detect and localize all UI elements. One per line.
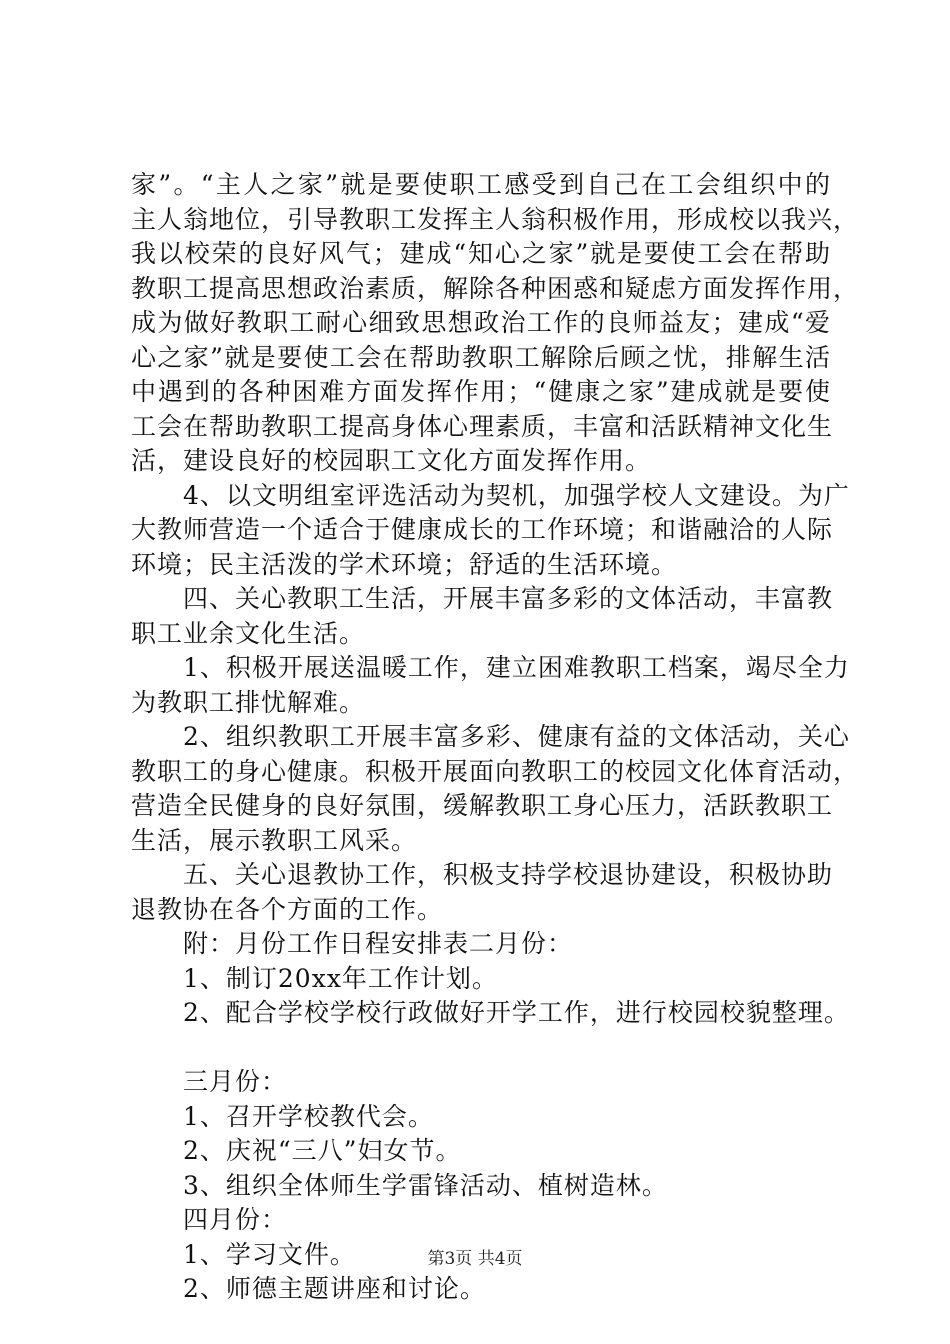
text-line: 三月份： [131,1067,288,1096]
text-line: 教职工的身心健康。积极开展面向教职工的校园文化体育活动， [131,756,860,786]
text-line: 成为做好教职工耐心细致思想政治工作的良师益友；建成“爱 [131,308,831,337]
text-line: 3、组织全体师生学雷锋活动、植树造林。 [131,1170,668,1200]
text-line: 大教师营造一个适合于健康成长的工作环境；和谐融洽的人际 [131,515,834,544]
text-line: 2、师德主题讲座和讨论。 [131,1274,486,1303]
text-line: 为教职工排忧解难。 [131,687,366,717]
text-line: 1、学习文件。 [131,1239,356,1269]
text-line: 1、召开学校教代会。 [131,1101,434,1131]
text-line: 环境；民主活泼的学术环境；舒适的生活环境。 [131,549,678,579]
text-line: 1、制订20xx年工作计划。 [131,963,498,993]
text-line: 1、积极开展送温暖工作，建立困难教职工档案，竭尽全力 [131,653,850,682]
text-line: 四、关心教职工生活，开展丰富多彩的文体活动，丰富教 [131,584,834,613]
text-line: 家”。“主人之家”就是要使职工感受到自己在工会组织中的 [131,170,831,199]
text-line: 营造全民健身的良好氛围，缓解教职工身心压力，活跃教职工 [131,791,834,820]
page-number-footer: 第3页 共4页 [427,1249,523,1269]
text-line: 生活，展示教职工风采。 [131,825,418,855]
text-line: 2、庆祝“三八”妇女节。 [131,1136,462,1165]
text-line: 职工业余文化生活。 [131,618,366,648]
text-line: 工会在帮助教职工提高身体心理素质，丰富和活跃精神文化生 [131,411,834,441]
text-line: 退教协在各个方面的工作。 [131,894,444,924]
document-body [131,168,860,1307]
text-line: 4、以文明组室评选活动为契机，加强学校人文建设。为广 [131,480,850,510]
text-line: 四月份： [131,1205,288,1234]
text-line: 中遇到的各种困难方面发挥作用；“健康之家”建成就是要使 [131,377,831,406]
text-line: 附：月份工作日程安排表二月份： [131,929,574,958]
text-line: 心之家”就是要使工会在帮助教职工解除后顾之忧，排解生活 [131,342,831,372]
text-line: 五、关心退教协工作，积极支持学校退协建设，积极协助 [131,860,834,889]
text-line: 2、配合学校学校行政做好开学工作，进行校园校貌整理。 [131,998,850,1027]
text-line: 活，建设良好的校园职工文化方面发挥作用。 [131,446,652,475]
text-line: 教职工提高思想政治素质，解除各种困惑和疑虑方面发挥作用， [131,273,860,303]
blank-line [131,1031,831,1066]
text-line: 2、组织教职工开展丰富多彩、健康有益的文体活动，关心 [131,722,850,751]
text-line: 主人翁地位，引导教职工发挥主人翁积极作用，形成校以我兴， [131,204,860,234]
text-line: 我以校荣的良好风气；建成“知心之家”就是要使工会在帮助 [131,239,831,268]
